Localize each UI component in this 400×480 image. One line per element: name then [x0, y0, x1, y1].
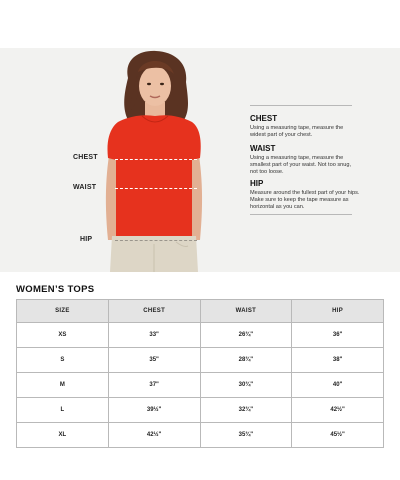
size-chart-table: [16, 299, 384, 448]
waist-label: WAIST: [73, 184, 97, 191]
column-header-chest: CHEST: [108, 300, 200, 323]
hip-cell: 36": [292, 323, 384, 348]
chest-description-title: CHEST: [250, 114, 278, 123]
hip-cell: 42½": [292, 398, 384, 423]
hip-label: HIP: [80, 236, 93, 243]
waist-description-title: WAIST: [250, 144, 276, 153]
chest-guide-line: [115, 159, 197, 160]
table-row: [17, 398, 384, 423]
chest-description: [250, 114, 360, 139]
chest-label: CHEST: [73, 154, 98, 161]
hip-cell: 40": [292, 373, 384, 398]
column-header-waist: WAIST: [200, 300, 292, 323]
hip-description-text: Measure around the fullest part of your hips. Make sure to keep the tape measure as horizontal as you can.: [250, 190, 360, 210]
chest-cell: 37": [108, 373, 200, 398]
waist-guide-line: [115, 188, 197, 189]
waist-description: [250, 144, 360, 176]
hip-cell: 38": [292, 348, 384, 373]
table-row: [17, 423, 384, 448]
hip-description-title: HIP: [250, 179, 264, 188]
waist-cell: 30¾": [200, 373, 292, 398]
chest-divider: [250, 105, 352, 106]
hip-guide-line: [115, 240, 197, 241]
chest-cell: 42½": [108, 423, 200, 448]
hip-cell: 45½": [292, 423, 384, 448]
column-header-hip: HIP: [292, 300, 384, 323]
size-chart-title: WOMEN’S TOPS: [16, 284, 95, 295]
table-header-row: [17, 300, 384, 323]
hip-divider: [250, 214, 352, 215]
waist-cell: 26¾": [200, 323, 292, 348]
hip-description: [250, 179, 360, 211]
table-row: [17, 323, 384, 348]
size-cell: L: [17, 398, 109, 423]
size-cell: S: [17, 348, 109, 373]
size-cell: M: [17, 373, 109, 398]
table-row: [17, 373, 384, 398]
chest-description-text: Using a measuring tape, measure the widest part of your chest.: [250, 125, 344, 138]
waist-cell: 32¾": [200, 398, 292, 423]
table-row: [17, 348, 384, 373]
waist-description-text: Using a measuring tape, measure the smallest part of your waist. Not too snug, not too loose.: [250, 155, 352, 175]
waist-cell: 28¾": [200, 348, 292, 373]
chest-cell: 35": [108, 348, 200, 373]
size-cell: XS: [17, 323, 109, 348]
size-cell: XL: [17, 423, 109, 448]
chest-cell: 33": [108, 323, 200, 348]
size-guide-hero: [0, 48, 400, 272]
chest-cell: 39½": [108, 398, 200, 423]
column-header-size: SIZE: [17, 300, 109, 323]
waist-cell: 35¾": [200, 423, 292, 448]
